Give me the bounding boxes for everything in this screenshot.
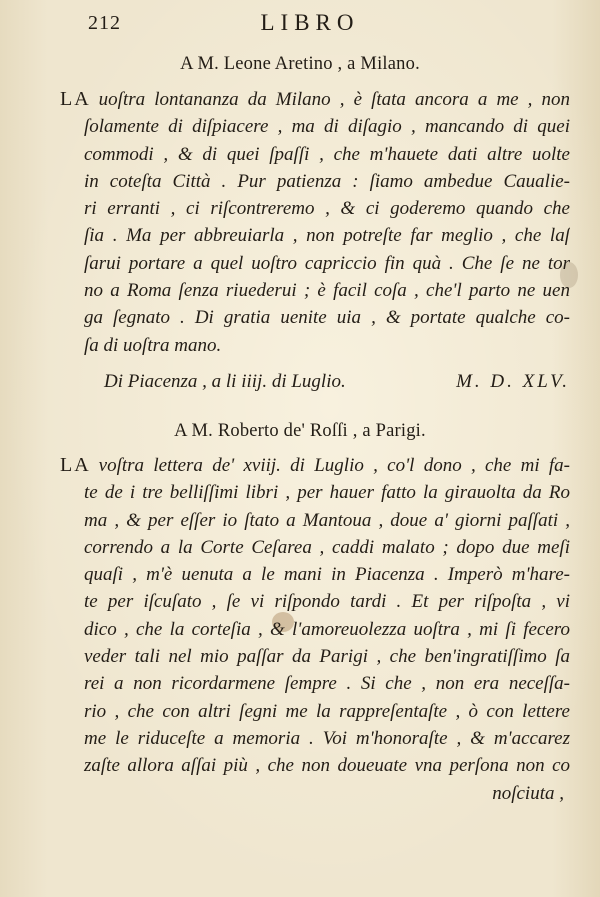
year: M. D. XLV.: [456, 371, 570, 392]
letter-line: correndo a la Corte Ceſarea , caddi malato ; dopo due meſi: [84, 536, 570, 558]
letter-line: ga ſegnato . Di gratia uenite uia , & portate qualche co-: [84, 307, 570, 329]
letter-body: [60, 86, 570, 392]
letter-line: quaſi , m'è uenuta a le mani in Piacenza . Imperò m'hare-: [84, 564, 570, 586]
page-number: 212: [88, 12, 121, 34]
letter-line: ſolamente di diſpiacere , ma di diſagio , mancando di quei: [84, 116, 570, 138]
letter-line: no a Roma ſenza riuederui ; è facil coſa , che'l parto ne uen: [84, 280, 570, 302]
letter-line: te de i tre belliſſimi libri , per hauer fatto la girauolta da Ro: [84, 482, 570, 504]
letter-line: ſia . Ma per abbreuiarla , non potreſte far meglio , che laſ: [84, 225, 570, 247]
letter-line: ri erranti , ci riſcontreremo , & ci goderemo quando che: [84, 198, 570, 220]
letter-line: ſarui portare a quel uoſtro capriccio fin quà . Che ſe ne tor: [84, 252, 570, 274]
initial-letters: LA: [60, 88, 91, 110]
letter-line: ſa di uoſtra mano.: [84, 334, 222, 356]
running-title: LIBRO: [260, 10, 360, 35]
letter-line: noſciuta ,: [492, 782, 564, 804]
letter-signature: [60, 368, 570, 395]
letter-line: ma , & per eſſer io ſtato a Mantoua , doue a' giorni paſſati ,: [84, 509, 570, 531]
letter-line: veder tali nel mio paſſar da Parigi , che ben'ingratiſſimo ſa: [84, 646, 570, 668]
letter-address: A M. Roberto de' Roſſi , a Parigi.: [174, 421, 426, 441]
line-text: uoſtra lontananza da Milano , è ſtata ancora a me , non: [98, 89, 570, 110]
letter-line: rei a non ricordarmene ſempre . Si che , non era neceſſa-: [84, 673, 570, 695]
letter-line: dico , che la corteſia , & l'amoreuolezza uoſtra , mi ſi fecero: [84, 618, 570, 640]
line-text: voſtra lettera de' xviij. di Luglio , co'l dono , che mi fa-: [98, 455, 570, 476]
place-date: Di Piacenza , a li iiij. di Luglio.: [104, 371, 346, 392]
letter-line: te per iſcuſato , ſe vi riſpondo tardi . Et per riſpoſta , vi: [84, 591, 570, 613]
letter-line: in coteſta Città . Pur patienza : ſiamo ambedue Caualie-: [84, 170, 570, 192]
letter-line: [60, 86, 570, 113]
letter-line: [60, 452, 570, 479]
running-header: [0, 8, 600, 38]
initial-letters: LA: [60, 454, 91, 476]
letter-line: me le riduceſte a memoria . Voi m'honoraſte , & m'accarez: [84, 727, 570, 749]
letter-address: A M. Leone Aretino , a Milano.: [180, 54, 420, 74]
letter-line: rio , che con altri ſegni me la rappreſentaſte , ò con lettere: [84, 700, 570, 722]
letter-body: [60, 452, 570, 807]
letter-line: commodi , & di quei ſpaſſi , che m'hauete dati altre uolte: [84, 143, 570, 165]
letter-line: zaſte allora aſſai più , che non doueuate vna perſona non co: [84, 755, 570, 777]
